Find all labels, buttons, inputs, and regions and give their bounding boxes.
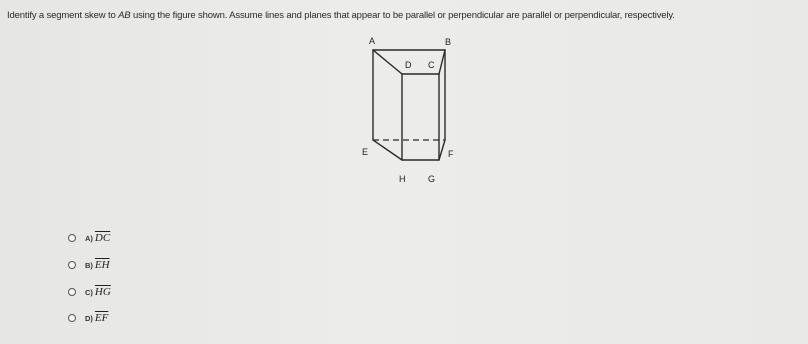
edge-fg (439, 140, 445, 160)
edge-eh (373, 140, 402, 160)
choice-d[interactable] (68, 310, 208, 326)
choice-c-radio[interactable] (68, 288, 76, 296)
choice-c-segment: $\overline{HG}$ (94, 286, 111, 298)
choice-b-letter: B) (85, 260, 93, 270)
label-e: E (362, 147, 369, 157)
question-text (7, 10, 805, 22)
label-h: H (399, 174, 406, 184)
choice-a-segment: $\overline{DC}$ (94, 232, 111, 244)
edge-bc (439, 50, 445, 74)
label-c: C (428, 60, 435, 70)
edge-ad (373, 50, 402, 74)
choice-d-letter: D) (85, 313, 93, 323)
question-text-before: Identify a segment skew to (7, 10, 119, 21)
choice-d-segment: $\overline{EF}$ (94, 312, 109, 324)
choice-a-letter: A) (85, 233, 93, 243)
choice-c[interactable] (68, 284, 208, 300)
choice-a-radio[interactable] (68, 234, 76, 242)
label-f: F (448, 149, 454, 159)
prism-figure (355, 32, 465, 192)
choice-b-radio[interactable] (68, 261, 76, 269)
question-text-after: using the figure shown. Assume lines and planes that appear to be parallel or perpendicular are parallel or perpendicular, respectively. (130, 10, 675, 21)
choice-b[interactable] (68, 257, 208, 273)
label-b: B (445, 37, 452, 47)
question-segment: $\overline{AB}$ (118, 10, 131, 21)
choice-c-letter: C) (85, 287, 93, 297)
choice-d-radio[interactable] (68, 314, 76, 322)
choice-b-segment: $\overline{EH}$ (94, 259, 110, 271)
label-g: G (428, 174, 436, 184)
label-d: D (405, 60, 412, 70)
label-a: A (369, 36, 376, 46)
prism-diagram (355, 32, 465, 192)
choice-a[interactable] (68, 230, 208, 246)
